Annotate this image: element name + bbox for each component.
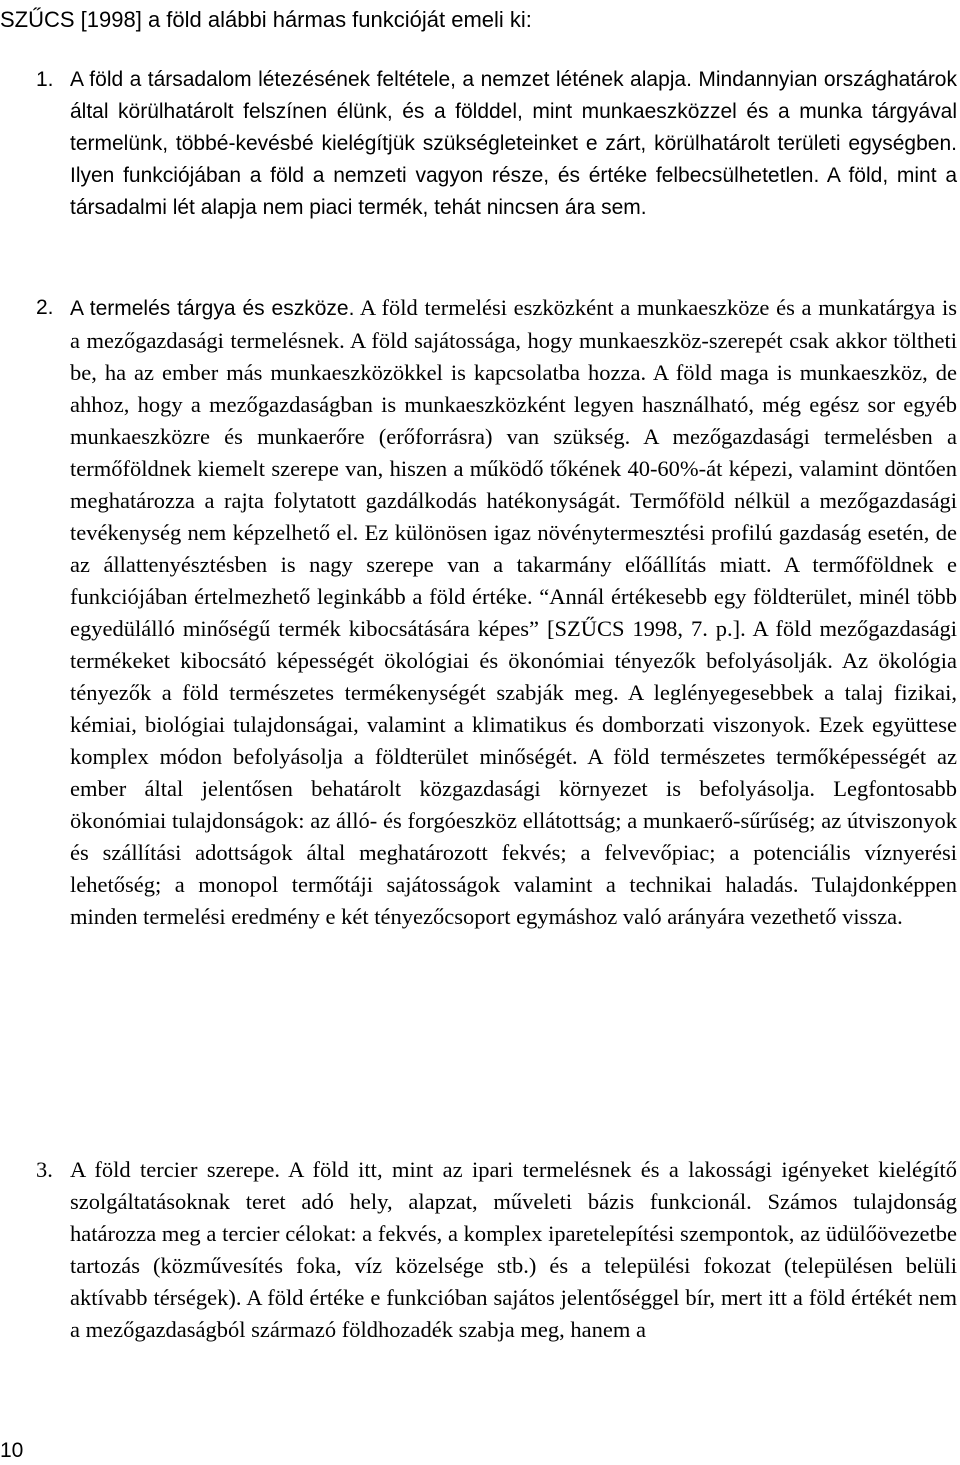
list-item-1	[0, 64, 957, 224]
list-item-lead: A termelés tárgya és eszköze.	[70, 297, 355, 320]
list-number: 2.	[36, 296, 54, 319]
list-item-body	[70, 292, 957, 933]
list-item-text: A föld tercier szerepe. A föld itt, mint az ipari termelésnek és a lakossági igényeket kielégítő szolgáltatásoknak teret adó hely, alapzat, műveleti bázis funkcionál. Számos tulajdonság határozza meg a tercier célokat: a fekvés, a komplex iparetelepítési szempontok, az üdülőövezetbe tartozás (közművesítés foka, víz közelsége stb.) és a települési fokozat (településen belüli aktívabb térségek). A föld értéke e funkcióban sajátos jelentőséggel bír, mert itt a föld értékét nem a mezőgazdaságból származó földhozadék szabja meg, hanem a	[70, 1157, 957, 1342]
list-item-2	[0, 292, 957, 933]
list-item-text: A föld termelési eszközként a munkaeszköze és a munkatárgya is a mezőgazdasági termelésnek. A föld sajátossága, hogy munkaeszköz-szerepét csak akkor töltheti be, ha az ember más munkaeszközökkel is kapcsolatba hozza. A föld maga is munkaeszköz, de ahhoz, hogy a mezőgazdaságban is munkaeszközként legyen használható, még egész sor egyéb munkaeszközre és munkaerőre (erőforrásra) van szükség. A mezőgazdasági termelésben a termőföldnek kiemelt szerepe van, hiszen a működő tőkének 40-60%-át képezi, valamint döntően meghatározza a rajta folytatott gazdálkodás hatékonyságát. Termőföld nélkül a mezőgazdasági tevékenység nem képzelhető el. Ez különösen igaz növénytermesztési profilú gazdaság esetén, de az állattenyésztésben is nagy szerepe van a takarmány előállítás miatt. A termőföldnek e funkciójában értelmezhető leginkább a föld értéke. “Annál értékesebb egy földterület, minél több egyedülálló minőségű termék kibocsátására képes” [SZŰCS 1998, 7. p.]. A föld mezőgazdasági termékeket kibocsátó képességét ökológiai és ökonómiai tényezők befolyásolják. Az ökológia tényezők a föld természetes termékenységét szabják meg. A leglényegesebbek a talaj fizikai, kémiai, biológiai tulajdonságai, valamint a klimatikus és domborzati viszonyok. Ezek együttese komplex módon befolyásolja a földterület minőségét. A föld természetes termőképességét az ember által jelentősen behatárolt közgazdasági környezet is befolyásolja. Legfontosabb ökonómiai tulajdonságok: az álló- és forgóeszköz ellátottság; a munkaerő-sűrűség; az útviszonyok és szállítási adottságok által meghatározott fekvés; a felvevőpiac; a potenciális víznyerési lehetőség; a monopol termőtáji sajátosságok valamint a technikai haladás. Tulajdonképpen minden termelési eredmény e két tényezőcsoport egymáshoz való arányára vezethető vissza.	[70, 295, 957, 929]
intro-line: SZŰCS [1998] a föld alábbi hármas funkcióját emeli ki:	[0, 7, 532, 32]
list-number: 3.	[36, 1157, 53, 1182]
list-number: 1.	[36, 68, 54, 91]
list-item-3	[0, 1154, 957, 1346]
list-item-text: A föld a társadalom létezésének feltétele, a nemzet létének alapja. Mindannyian országhatárok által körülhatárolt felszínen élünk, és a földdel, mint munkaeszközzel és a munka tárgyával termelünk, többé-kevésbé kielégítjük szükségleteinket e zárt, körülhatárolt területi egységben. Ilyen funkciójában a föld a nemzeti vagyon része, és értéke felbecsülhetetlen. A föld, mint a társadalmi lét alapja nem piaci termék, tehát nincsen ára sem.	[70, 68, 957, 219]
page-number: 10	[0, 1439, 24, 1462]
